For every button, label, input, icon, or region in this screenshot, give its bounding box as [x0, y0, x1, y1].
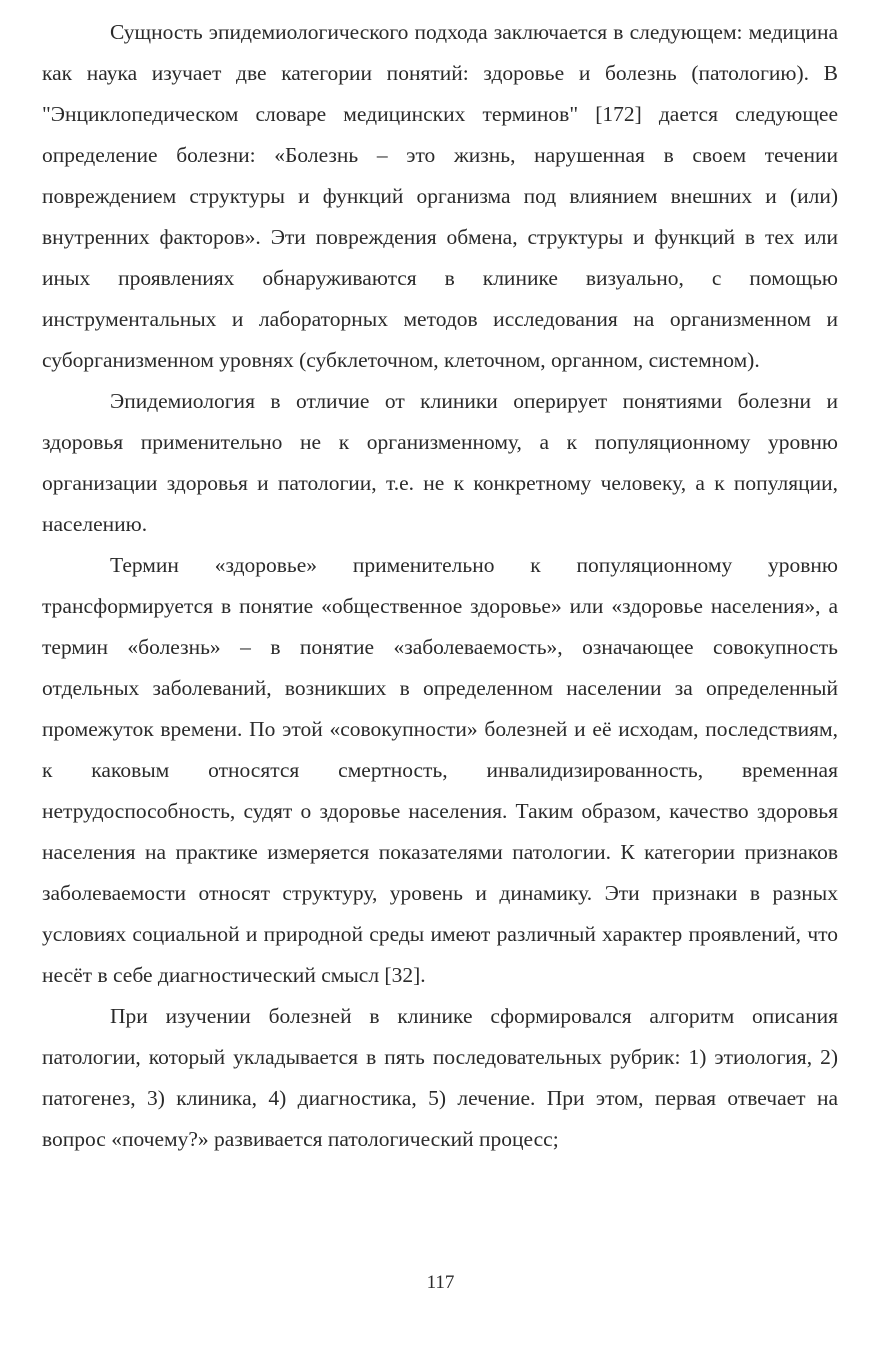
- paragraph-1: Сущность эпидемиологического подхода заключается в следующем: медицина как наука изучает две категории понятий: здоровье и болезнь (патологию). В "Энциклопедическом словаре медицинских терминов" [172] дается следующее определение болезни: «Болезнь – это жизнь, нарушенная в своем течении повреждением структуры и функций организма под влиянием внешних и (или) внутренних факторов». Эти повреждения обмена, структуры и функций в тех или иных проявлениях обнаруживаются в клинике визуально, с помощью инструментальных и лабораторных методов исследования на организменном и суборганизменном уровнях (субклеточном, клеточном, органном, системном).: [42, 20, 838, 372]
- paragraph-4: При изучении болезней в клинике сформировался алгоритм описания патологии, который укладывается в пять последовательных рубрик: 1) этиология, 2) патогенез, 3) клиника, 4) диагностика, 5) лечение. При этом, первая отвечает на вопрос «почему?» развивается патологический процесс;: [42, 1004, 838, 1151]
- paragraph-2: Эпидемиология в отличие от клиники оперирует понятиями болезни и здоровья применительно не к организменному, а к популяционному уровню организации здоровья и патологии, т.е. не к конкретному человеку, а к популяции, населению.: [42, 389, 838, 536]
- page-number: 117: [426, 1272, 455, 1293]
- paragraph-3: Термин «здоровье» применительно к популяционному уровню трансформируется в понятие «общественное здоровье» или «здоровье населения», а термин «болезнь» – в понятие «заболеваемость», означающее совокупность отдельных заболеваний, возникших в определенном населении за определенный промежуток времени. По этой «совокупности» болезней и её исходам, последствиям, к каковым относятся смертность, инвалидизированность, временная нетрудоспособность, судят о здоровье населения. Таким образом, качество здоровья населения на практике измеряется показателями патологии. К категории признаков заболеваемости относят структуру, уровень и динамику. Эти признаки в разных условиях социальной и природной среды имеют различный характер проявлений, что несёт в себе диагностический смысл [32].: [42, 553, 838, 987]
- body-text: [42, 12, 838, 1160]
